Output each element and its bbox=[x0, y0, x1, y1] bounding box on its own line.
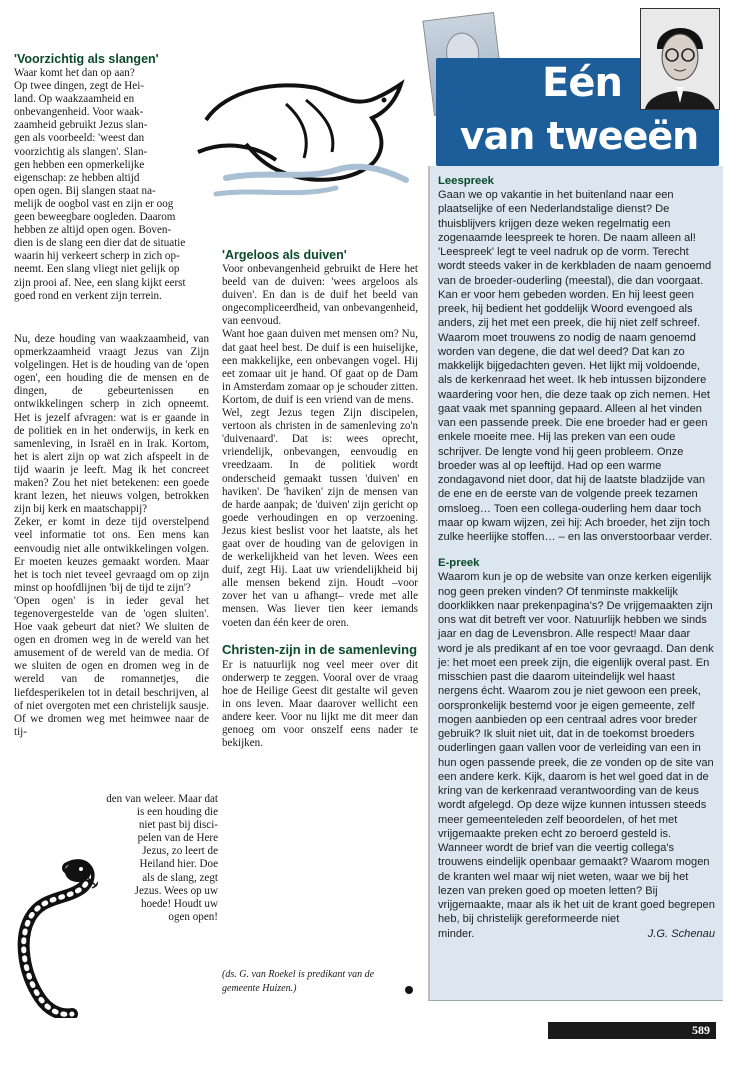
left-narrow-text bbox=[14, 67, 202, 303]
text-line: hoede! Houdt uw bbox=[140, 897, 218, 910]
text-line: goed rond en verkent zijn terrein. bbox=[14, 289, 162, 302]
text-line: Jezus, zo leert de bbox=[142, 845, 218, 858]
text-line: is een houding die bbox=[136, 806, 218, 819]
text-line: eigenschap: ze hebben altijd bbox=[14, 171, 140, 184]
paragraph: Want hoe gaan duiven met mensen om? Nu, dat gaat heel best. De duif is een huiselijke, een makkelijke, een onbevangen vogel. Hij eet zomaar uit je hand. Of gaat op de Dam in Amsterdam zomaar op je schouder zitten. Kortom, de duif is een vriend van de mens. bbox=[222, 328, 418, 406]
heading-leespreek: Leespreek bbox=[438, 175, 494, 187]
text-line: land. Op waakzaamheid en bbox=[14, 93, 135, 106]
left-column-body bbox=[14, 333, 209, 739]
end-bullet bbox=[405, 986, 413, 994]
epreek-text bbox=[430, 570, 723, 941]
heading-voorzichtig: 'Voorzichtig als slangen' bbox=[14, 52, 159, 66]
person-icon bbox=[641, 9, 719, 109]
heading-epreek: E-preek bbox=[438, 557, 480, 570]
snake-illustration-icon bbox=[16, 848, 98, 1018]
paragraph: Waarom kun je op de website van onze kerken eigenlijk nog geen preken vinden? Of tenminste makkelijk doorklikken naar prekenpagina's? De vrijgemaakten zijn ons wat dit betreft ver voor. Natuurlijk hebben we sinds jaar en dag de Levensbron. Alle respect! Maar daar word je als predikant af en toe voor gevraagd. Dan denk je: het moet een preek zijn, die eigenlijk overal past. En misschien past die daarom uiteindelijk wel haast nergens écht. Waarom zou je niet gewoon een preek, oorspronkelijk bestemd voor je eigen gemeente, zelf mogen aanbieden op een centraal adres voor breder gebruik? Ik sluit niet uit, dat in de toekomst broeders ouderlingen gaan vallen voor de verleiding van een in hun ogen passende preek, die ze vonden op de site van een andere kerk. Kijk, daarom is het wel goed dat in de kring van de kerkenraad verantwoording van de keus wordt afgelegd. Op deze wijze kunnen intussen steeds meer gemeenteleden zelf beoordelen, of het met vrijgemaakte preken echt zo beroerd gesteld is. Wanneer wordt de brief van die veertig collega's trouwens eindelijk openbaar gemaakt? Waarom mogen de kranten wel maar wij niet weten, waar we bij het lezen van preken goed op moeten letten? Bij vrijgemaakte, maar als ik het uit de krant goed begrepen heb, bij christelijk gereformeerde niet bbox=[438, 571, 715, 926]
heading-christen-zijn: Christen-zijn in de samenleving bbox=[222, 641, 418, 657]
text-line: gen als voorbeeld: 'weest dan bbox=[14, 132, 145, 145]
text-line: niet past bij disci- bbox=[138, 819, 218, 832]
text-line: als de slang, zegt bbox=[142, 871, 218, 884]
text-line: dien is de slang een dier dat de situatie bbox=[14, 237, 186, 250]
paragraph: Gaan we op vakantie in het buitenland naar een plaatselijke of een Nederlandstalige dienst? De thuisblijvers krijgen deze weken regelmatig een zogenaamde leespreek te horen. De naam alleen al! 'Leespreek' legt te veel nadruk op de vorm. Terecht wordt steeds vaker in de kerkbladen de naam genoemd van de broeder-ouderling (meestal), die dan voorgaat. Kan er voor hem gebeden worden. En hij leest geen preek, hij bedient het goddelijk Woord evengoed als anders, zij het met een preek, die hij niet zelf schreef. Waarom moet trouwens zo nodig de naam genoemd worden van degene, die dat wel deed? Dat kan zo makkelijk bijgedachten geven. Het lijkt mij voldoende, als de kerkenraad het weet. Ik heb intussen bijzondere waardering voor hen, die deze taak op zich nemen. Het gaat vaak met spanning gepaard. Alleen al het vinden van een passende preek. Die ene broeder had er geen enkele moeite mee. Hij las preken van een oude schrijver. De lengte vond hij geen probleem. Onze broeder was al op leeftijd. Had op een warme zondagavond niet door, dat hij de laatste bladzijde van de ene en de eerste van de volgende preek tezamen omsloeg… Toen een collega-ouderling hem daar toch maar op kwam wijzen, zei hij: Ach broeder, het zijn toch zulke heerlijke stoffen… – en las onverstoorbaar verder. bbox=[438, 189, 713, 543]
author-footnote: (ds. G. van Roekel is predikant van de gemeente Huizen.) bbox=[222, 969, 375, 994]
text-line: Heiland hier. Doe bbox=[139, 858, 218, 871]
portrait-photo-right bbox=[640, 8, 720, 110]
left-column-top bbox=[14, 52, 202, 303]
dove-illustration-icon bbox=[186, 60, 416, 210]
text-line: waarin hij verkeert scherp in zich op- bbox=[14, 250, 180, 263]
paragraph: 'Open ogen' is in ieder geval het tegenovergestelde van de 'ogen sluiten'. Hoe vaak gebeurt dat niet? We sluiten de ogen en dromen weg in de wereld van het amusement of de wereld van de media. Of we sluiten de ogen en dromen weg in de wereld van de romannetjes, die liefdesperikelen tot in detail beschrijven, al of niet overgoten met een christelijk sausje. Of we dromen weg met heimwee naar de tij- bbox=[14, 594, 209, 738]
text-line: pelen van de Here bbox=[137, 832, 218, 845]
sidebar-column bbox=[428, 166, 723, 1001]
middle-body-2 bbox=[222, 659, 418, 751]
text-line: zaamheid gebruikt Jezus slan- bbox=[14, 119, 148, 132]
middle-body bbox=[222, 263, 418, 630]
page-number-bar bbox=[548, 1022, 716, 1039]
text-line: hebben ze altijd open ogen. Boven- bbox=[14, 224, 172, 237]
author-signature: J.G. Schenau bbox=[647, 927, 715, 940]
text-line: open ogen. Bij slangen staat na- bbox=[14, 184, 156, 197]
middle-column bbox=[222, 248, 418, 750]
paragraph: Voor onbevangenheid gebruikt de Here het beeld van de duiven: 'wees argeloos als duiven'. En dan is de duif het beeld van ongecompliceerdheid, van onbevangenheid, van eenvoud. bbox=[222, 263, 418, 328]
heading-argeloos: 'Argeloos als duiven' bbox=[222, 248, 347, 262]
text-line: ogen open! bbox=[168, 910, 218, 923]
text-line: zijn prooi af. Nee, een slang kijkt eerst bbox=[14, 276, 186, 289]
text-line: geen beweegbare oogleden. Daarom bbox=[14, 211, 176, 224]
paragraph: Zeker, er komt in deze tijd overstelpend veel informatie tot ons. Een mens kan eenvoudig niet alle ontwikkelingen volgen. Er moeten keuzes gemaakt worden. Maar het is toch niet teveel gevraagd om op zijn minst op hoofdlijnen 'bij de tijd te zijn'? bbox=[14, 516, 209, 594]
text-line: Jezus. Wees op uw bbox=[134, 884, 218, 897]
text-line: Waar komt het dan op aan? bbox=[14, 67, 135, 79]
signature-row bbox=[438, 927, 715, 941]
text-line: melijk de oogbol vast en zijn er oog bbox=[14, 197, 174, 210]
paragraph: Er is natuurlijk nog veel meer over dit onderwerp te zeggen. Vooral over de vraag hoe de Heilige Geest dit gestalte wil geven in ons leven. Maar daarover wellicht een andere keer. Voor nu lijkt me dit meer dan genoeg om voor onszelf eens nader te bekijken. bbox=[222, 658, 418, 750]
right-column bbox=[428, 8, 721, 1000]
column-title-line1: Eén bbox=[542, 60, 622, 106]
text-line: voorzichtig als slangen'. Slan- bbox=[14, 145, 148, 158]
page-number: 589 bbox=[692, 1023, 710, 1037]
column-title-line2: van tweeën bbox=[459, 114, 699, 158]
text-line: Op twee dingen, zegt de Hei- bbox=[14, 80, 144, 93]
last-word: minder. bbox=[438, 927, 475, 940]
leespreek-text bbox=[430, 188, 723, 544]
text-line: neemt. Een slang vliegt niet gelijk op bbox=[14, 263, 180, 276]
text-line: den van weleer. Maar dat bbox=[106, 793, 218, 805]
paragraph: Wel, zegt Jezus tegen Zijn discipelen, vertoon als christen in de samenleving zo'n 'duivenaard'. Dat is: wees oprecht, vriendelijk, onbevangen, eenvoudig en vreedzaam. In de politiek wordt onderscheid gemaakt tussen 'duiven' en haviken'. De 'haviken' zijn de mensen van de harde aanpak; de 'duiven' zijn gericht op goede verhoudingen en op verzoening. Jezus kiest beslist voor het laatste, als het gaat over de houding van de gelovigen in de werkelijkheid van het leven. Wees een duif, zegt Hij. Laat uw vriendelijkheid bij alle mensen bekend zijn. Houdt –voor zover het van u afhangt– vrede met alle mensen. Was liever tien keer iemands voeten dan één keer de oren. bbox=[222, 407, 418, 629]
paragraph: Nu, deze houding van waakzaamheid, van opmerkzaamheid vraagt Jezus van Zijn volgelingen. Het is de houding van de 'open ogen', een houding die de mensen en de dingen, de gebeurtenissen en ontwikkelingen scherp in zich opneemt. Het is jezelf afvragen: wat is er gaande in de politiek en in het onderwijs, in kerk en samenleving, in Israël en in Irak. Kortom, het is alert zijn op wat zich afspeelt in de tijd waarin je leeft. Mag ik het concreet maken? Zou het niet betekenen: een goede krant lezen, het nieuws volgen, betrokken zijn bij kerk en maatschappij? bbox=[14, 333, 209, 516]
text-line: gen hebben een opmerkelijke bbox=[14, 158, 145, 171]
text-line: onbevangenheid. Voor waak- bbox=[14, 106, 144, 119]
